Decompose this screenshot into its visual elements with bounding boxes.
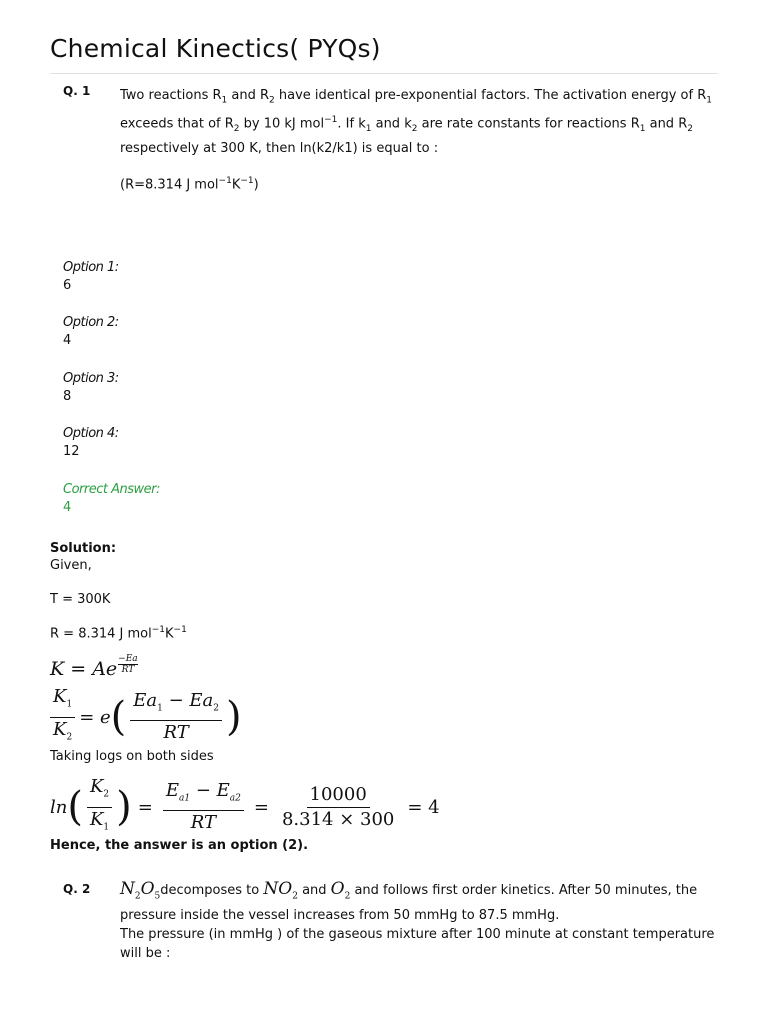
solution-temperature: T = 300K: [50, 592, 111, 607]
question-2-text: $N_2O_5decomposes$ to $NO_2$ and $O_2$ and follows first order kinetics. After 50 minutes, the pressure inside the vessel increases from 50 mmHg to 87.5 mmHg. The pressure (in mmHg ) of the gaseous mixture after 100 minute at constant temperature will be :: [120, 879, 715, 962]
option-1[interactable]: [63, 260, 119, 293]
option-4-value: 12: [63, 444, 80, 459]
question-1-number: Q. 1: [63, 84, 91, 98]
option-4[interactable]: [63, 426, 119, 459]
taking-logs-text: Taking logs on both sides: [50, 749, 214, 764]
correct-answer: [63, 482, 160, 515]
option-1-value: 6: [63, 278, 72, 293]
equation-log-result: ln ( $\frac{K_2}{K_1}$ ) = $\frac{E_{a1} - E_{a2}}{RT}$ = $\frac{10000}{8.314 \times 300}$ = 4: [50, 776, 440, 834]
option-1-label: Option 1:: [63, 260, 119, 275]
option-2-label: Option 2:: [63, 315, 119, 330]
question-1-text: Two reactions $R_1$ and $R_2$ have identical pre-exponential factors. The activation energy of $R_1$ exceeds that of $R_2$ by 10 kJ mol$^{-1}$. If $k_1$ and $k_2$ are rate constants for reactions $R_1$ and $R_2$ respectively at 300 K, then ln(k2/k1) is equal to : (R=8.314 J $mol^{-1}K^{-1}$): [120, 88, 712, 192]
solution-conclusion: Hence, the answer is an option (2).: [50, 838, 309, 853]
option-3-value: 8: [63, 389, 72, 404]
option-4-label: Option 4:: [63, 426, 119, 441]
option-3[interactable]: [63, 371, 119, 404]
equation-ratio: $\frac{K_1}{K_2}$ = e ( $\frac{Ea_1 - Ea_2}{RT}$ ): [46, 686, 242, 748]
solution-heading: Solution:: [50, 541, 117, 556]
correct-answer-value: 4: [63, 500, 72, 515]
question-2-number: Q. 2: [63, 882, 91, 896]
title-divider: [50, 73, 718, 74]
solution-gas-constant: R = 8.314 J $mol^{-1}K^{-1}$: [50, 625, 187, 642]
solution-given: Given,: [50, 558, 92, 573]
option-3-label: Option 3:: [63, 371, 119, 386]
page-title: Chemical Kinectics( PYQs): [50, 34, 381, 63]
option-2-value: 4: [63, 333, 72, 348]
equation-arrhenius: K = Ae $\frac{-Ea}{RT}$: [50, 654, 138, 680]
option-2[interactable]: [63, 315, 119, 348]
correct-answer-label: Correct Answer:: [63, 482, 160, 497]
